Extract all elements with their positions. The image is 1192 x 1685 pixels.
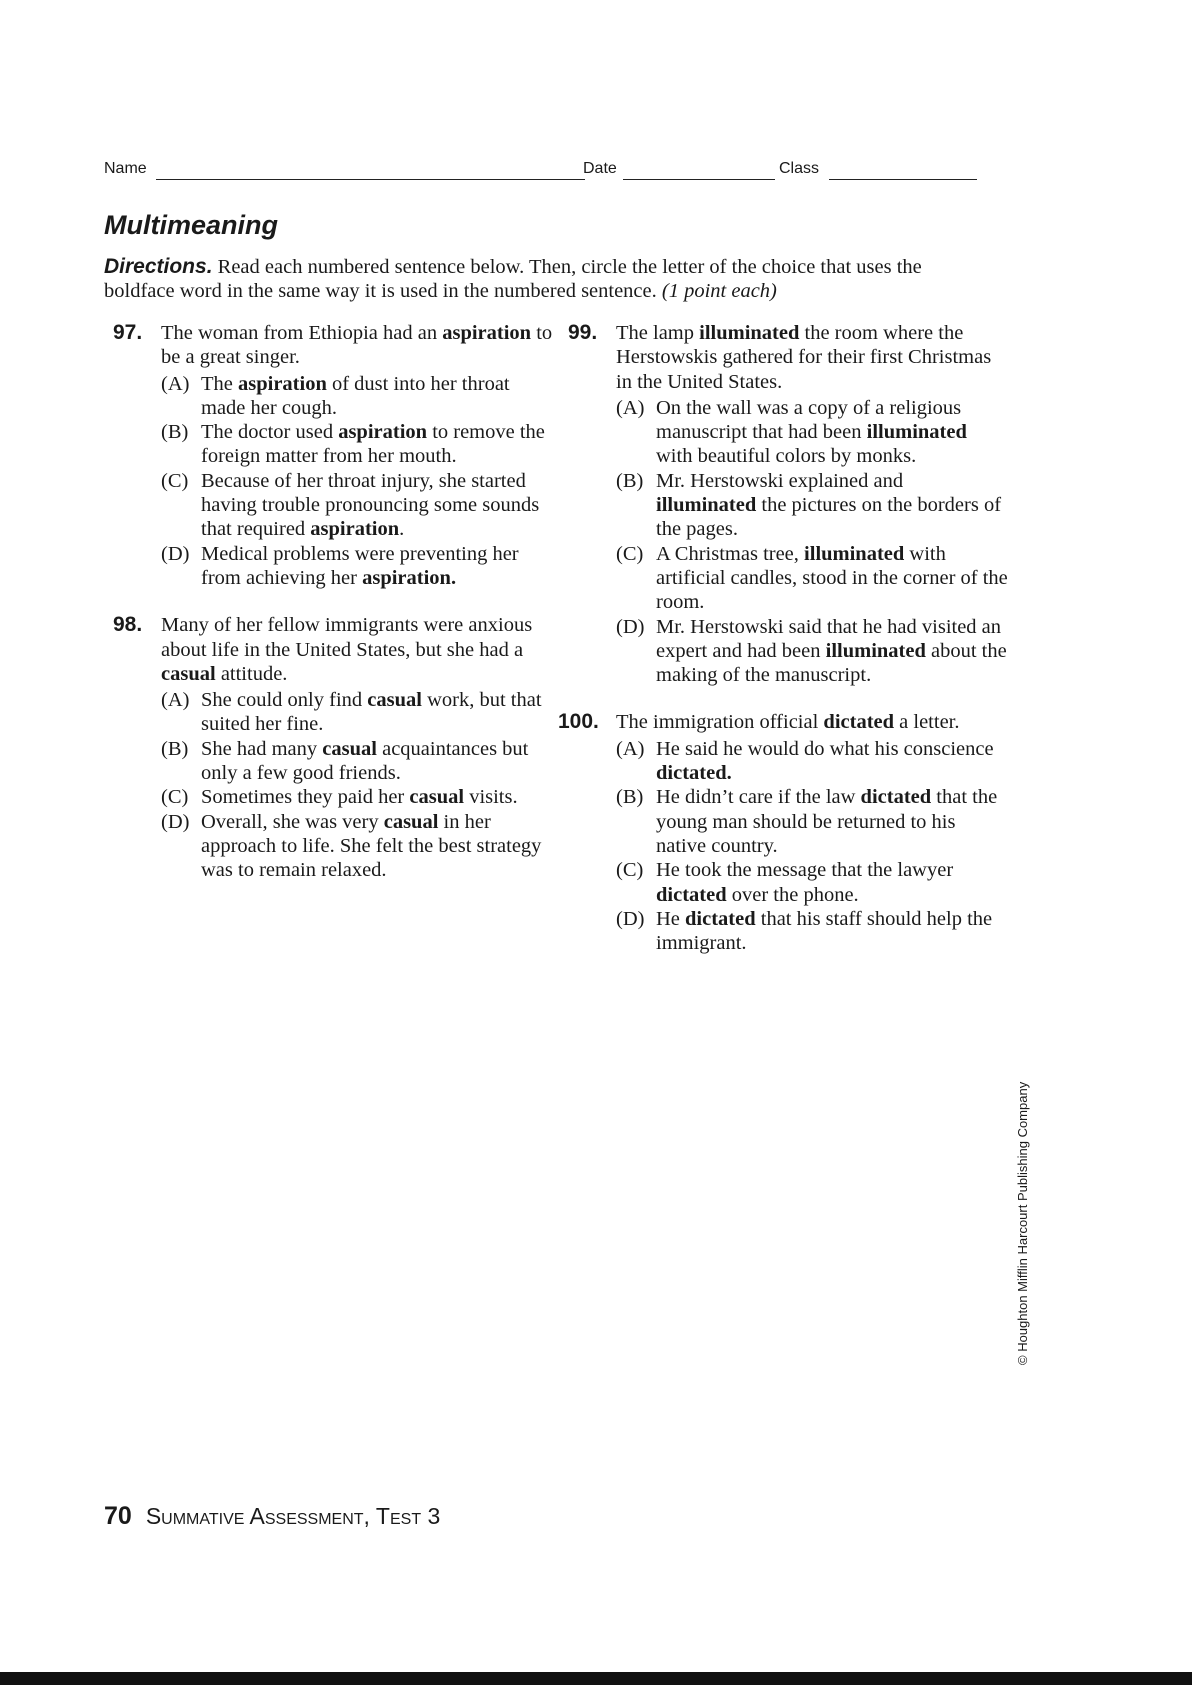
option-letter[interactable]: (C): [161, 786, 189, 809]
text-run: visits.: [464, 786, 518, 809]
answer-option-c[interactable]: [616, 858, 1008, 907]
question-number: 99.: [568, 321, 598, 344]
boldface-word: illuminated: [825, 639, 926, 662]
boldface-word: illuminated: [804, 542, 905, 565]
option-letter[interactable]: (B): [161, 737, 189, 760]
text-run: work, but that suited her fine.: [201, 689, 542, 736]
name-label: Name: [104, 160, 147, 177]
directions-points: (1 point each): [661, 280, 777, 302]
option-letter[interactable]: (C): [616, 859, 644, 882]
question-97: [113, 321, 553, 590]
text-run: A Christmas tree,: [656, 542, 805, 565]
option-letter[interactable]: (B): [616, 786, 644, 809]
option-letter[interactable]: (A): [616, 737, 645, 760]
answer-options: [616, 737, 1008, 956]
option-letter[interactable]: (A): [616, 396, 645, 419]
answer-option-b[interactable]: [161, 420, 553, 469]
answer-option-b[interactable]: [616, 469, 1008, 542]
text-run: Mr. Herstowski explained and: [656, 469, 904, 492]
option-letter[interactable]: (B): [616, 469, 644, 492]
text-run: The lamp: [616, 322, 700, 344]
boldface-word: aspiration: [238, 372, 327, 395]
text-run: of dust into her throat made her cough.: [201, 372, 510, 419]
question-number: 100.: [558, 710, 599, 734]
text-run: Medical problems were preventing her from achieving her: [201, 542, 519, 589]
boldface-word: aspiration.: [362, 566, 457, 589]
text-run: Many of her fellow immigrants were anxious about life in the United States, but she had a: [161, 614, 533, 661]
option-letter[interactable]: (A): [161, 689, 190, 712]
directions-label: Directions.: [104, 255, 213, 278]
boldface-word: dictated.: [656, 762, 732, 785]
question-stem: [616, 321, 1008, 394]
option-letter[interactable]: (B): [161, 421, 189, 444]
question-100: [558, 710, 1008, 955]
boldface-word: casual: [322, 737, 377, 760]
text-run: He took the message that the lawyer: [656, 859, 954, 882]
text-run: over the phone.: [726, 883, 859, 906]
answer-option-d[interactable]: [161, 810, 553, 883]
text-run: The woman from Ethiopia had an: [161, 322, 443, 344]
text-run: The doctor used: [201, 421, 339, 444]
section-title: Multimeaning: [104, 210, 278, 240]
option-letter[interactable]: (D): [161, 810, 190, 833]
text-run: acquaintances but only a few good friends.: [201, 737, 529, 785]
text-run: the pictures on the borders of the pages.: [656, 494, 1002, 541]
question-stem: [161, 613, 553, 686]
option-letter[interactable]: (C): [616, 542, 644, 565]
boldface-word: aspiration: [338, 421, 428, 444]
name-blank-line[interactable]: [156, 179, 585, 180]
copyright-notice: © Houghton Mifflin Harcourt Publishing Company: [1015, 1081, 1030, 1365]
answer-option-c[interactable]: [161, 469, 553, 542]
boldface-word: casual: [409, 786, 465, 809]
text-run: with beautiful colors by monks.: [656, 445, 917, 468]
question-number: 98.: [113, 613, 143, 637]
text-run: attitude.: [215, 662, 288, 685]
text-run: He: [656, 907, 686, 930]
boldface-word: aspiration: [442, 322, 532, 344]
student-info-header: [104, 160, 978, 184]
text-run: the room where the Herstowskis gathered for their first Christmas in the United States.: [616, 322, 992, 393]
text-run: in her approach to life. She felt the best strategy was to remain relaxed.: [201, 810, 542, 882]
question-stem: [161, 321, 553, 370]
page-footer: [104, 1502, 440, 1531]
answer-option-b[interactable]: [161, 737, 553, 786]
boldface-word: dictated: [860, 786, 932, 809]
text-run: The immigration official: [616, 711, 824, 734]
class-blank-line[interactable]: [829, 179, 977, 180]
date-label: Date: [583, 160, 617, 177]
boldface-word: casual: [383, 810, 439, 833]
answer-option-d[interactable]: [616, 907, 1008, 956]
answer-option-b[interactable]: [616, 785, 1008, 858]
question-stem: [616, 710, 1008, 734]
right-column: [558, 321, 1008, 978]
text-run: about the making of the manuscript.: [656, 639, 1007, 687]
boldface-word: aspiration: [310, 518, 400, 541]
directions-text: Read each numbered sentence below. Then, circle the letter of the choice that uses the boldface word in the same way it is used in the numbered sentence.: [104, 256, 922, 302]
text-run: to be a great singer.: [161, 322, 553, 369]
question-number: 97.: [113, 321, 143, 344]
text-run: She had many: [201, 737, 323, 760]
option-letter[interactable]: (D): [616, 907, 645, 930]
text-run: She could only find: [201, 689, 368, 712]
answer-option-d[interactable]: [161, 542, 553, 591]
answer-option-c[interactable]: [161, 785, 553, 809]
text-run: a letter.: [894, 711, 960, 734]
page-number: 70: [104, 1502, 132, 1530]
option-letter[interactable]: (D): [161, 542, 190, 565]
directions: [104, 255, 994, 303]
text-run: Because of her throat injury, she started having trouble pronouncing some sounds that required: [201, 469, 540, 541]
text-run: to remove the foreign matter from her mouth.: [201, 421, 545, 468]
boldface-word: illuminated: [699, 322, 800, 344]
text-run: Sometimes they paid her: [201, 786, 410, 809]
text-run: The: [201, 372, 238, 395]
answer-options: [616, 396, 1008, 688]
answer-options: [161, 688, 553, 882]
answer-option-a[interactable]: [616, 396, 1008, 469]
answer-option-a[interactable]: [616, 737, 1008, 786]
boldface-word: dictated: [685, 907, 756, 930]
text-run: that his staff should help the immigrant.: [656, 907, 993, 955]
text-run: .: [399, 518, 405, 541]
boldface-word: casual: [161, 662, 216, 685]
boldface-word: casual: [367, 689, 422, 712]
left-column: [113, 321, 553, 906]
text-run: with artificial candles, stood in the corner of the room.: [656, 542, 1008, 614]
answer-option-a[interactable]: [161, 688, 553, 737]
boldface-word: illuminated: [866, 421, 967, 444]
text-run: On the wall was a copy of a religious manuscript that had been: [656, 396, 962, 444]
bottom-edge-rule: [0, 1672, 1192, 1685]
boldface-word: dictated: [656, 883, 727, 906]
option-letter[interactable]: (D): [616, 615, 645, 638]
question-98: [113, 613, 553, 882]
text-run: He didn’t care if the law: [656, 786, 861, 809]
question-99: [568, 321, 1008, 687]
text-run: He said he would do what his conscience: [656, 737, 994, 760]
boldface-word: dictated: [823, 711, 895, 734]
boldface-word: illuminated: [656, 494, 757, 517]
answer-option-c[interactable]: [616, 542, 1008, 615]
option-letter[interactable]: (A): [161, 372, 190, 395]
text-run: Mr. Herstowski said that he had visited an expert and had been: [656, 615, 1002, 662]
answer-option-d[interactable]: [616, 615, 1008, 688]
answer-option-a[interactable]: [161, 372, 553, 421]
answer-options: [161, 372, 553, 591]
class-label: Class: [779, 160, 820, 177]
footer-title: Summative Assessment, Test 3: [145, 1503, 441, 1529]
text-run: that the young man should be returned to his native country.: [656, 786, 998, 857]
text-run: Overall, she was very: [201, 810, 384, 833]
date-blank-line[interactable]: [623, 179, 775, 180]
option-letter[interactable]: (C): [161, 469, 189, 492]
